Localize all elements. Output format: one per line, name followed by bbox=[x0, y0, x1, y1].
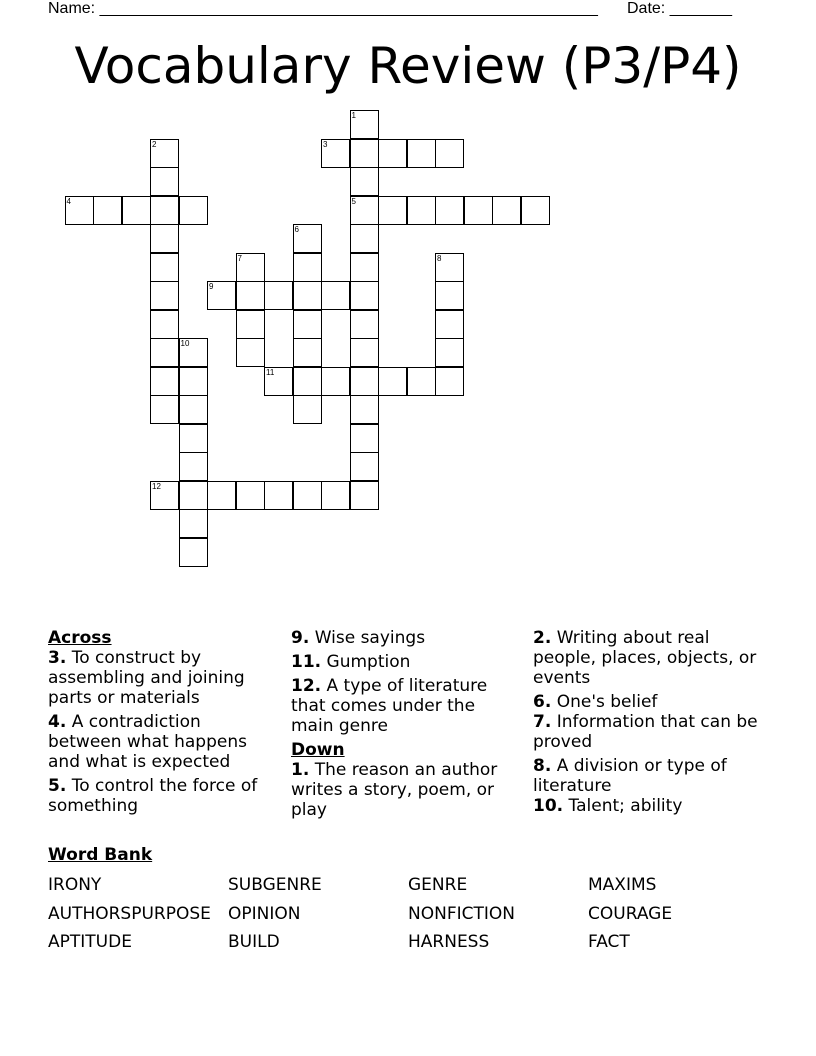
crossword-cell[interactable] bbox=[435, 281, 464, 310]
crossword-cell[interactable] bbox=[350, 424, 379, 453]
clue-number: 10 bbox=[180, 339, 190, 348]
clue-number: 4 bbox=[66, 196, 71, 206]
crossword-cell[interactable] bbox=[179, 367, 208, 396]
clues-column-2 bbox=[291, 628, 511, 824]
clue-across-9: 9. Wise sayings bbox=[291, 628, 426, 648]
crossword-cell[interactable] bbox=[179, 481, 208, 510]
crossword-cell[interactable] bbox=[150, 139, 179, 168]
crossword-cell[interactable] bbox=[378, 139, 407, 168]
clues-column-1 bbox=[48, 628, 268, 820]
word-bank-word: HARNESS bbox=[408, 932, 490, 952]
clue-down-10: 10. Talent; ability bbox=[533, 796, 683, 816]
word-bank-heading: Word Bank bbox=[48, 845, 153, 865]
crossword-cell[interactable] bbox=[350, 281, 379, 310]
clue-number: 11 bbox=[266, 367, 275, 377]
crossword-cell[interactable] bbox=[293, 338, 322, 367]
crossword-cell[interactable] bbox=[293, 281, 322, 310]
crossword-cell[interactable] bbox=[435, 196, 464, 225]
word-bank-word: GENRE bbox=[408, 875, 468, 895]
crossword-cell[interactable] bbox=[321, 281, 350, 310]
crossword-cell[interactable] bbox=[407, 367, 436, 396]
crossword-cell[interactable] bbox=[236, 481, 265, 510]
page-title: Vocabulary Review (P3/P4) bbox=[74, 37, 742, 95]
crossword-cell[interactable] bbox=[179, 452, 208, 481]
crossword-cell[interactable] bbox=[350, 167, 379, 196]
crossword-cell[interactable] bbox=[150, 196, 179, 225]
crossword-cell[interactable] bbox=[236, 338, 265, 367]
crossword-cell[interactable] bbox=[264, 367, 293, 396]
crossword-cell[interactable] bbox=[350, 338, 379, 367]
crossword-cell[interactable] bbox=[521, 196, 550, 225]
crossword-cell[interactable] bbox=[236, 281, 265, 310]
crossword-cell[interactable] bbox=[179, 424, 208, 453]
crossword-cell[interactable] bbox=[150, 281, 179, 310]
crossword-cell[interactable] bbox=[293, 224, 322, 253]
crossword-cell[interactable] bbox=[179, 338, 208, 367]
crossword-cell[interactable] bbox=[293, 367, 322, 396]
crossword-cell[interactable] bbox=[350, 310, 379, 339]
crossword-cell[interactable] bbox=[350, 253, 379, 282]
crossword-cell[interactable] bbox=[236, 310, 265, 339]
clue-down-1: 1. The reason an author writes a story, poem, or play bbox=[291, 760, 498, 820]
clue-number: 2 bbox=[152, 139, 157, 149]
crossword-cell[interactable] bbox=[150, 224, 179, 253]
crossword-cell[interactable] bbox=[321, 139, 350, 168]
crossword-cell[interactable] bbox=[350, 139, 379, 168]
clues-column-3 bbox=[533, 628, 763, 820]
crossword-cell[interactable] bbox=[93, 196, 122, 225]
clue-number: 6 bbox=[294, 225, 299, 234]
crossword-cell[interactable] bbox=[293, 395, 322, 424]
clue-number: 3 bbox=[323, 139, 328, 149]
word-bank-word: OPINION bbox=[228, 904, 301, 924]
crossword-cell[interactable] bbox=[179, 196, 208, 225]
clue-down-6: 6. One's belief bbox=[533, 692, 658, 712]
word-bank-word: MAXIMS bbox=[588, 875, 657, 895]
crossword-cell[interactable] bbox=[435, 310, 464, 339]
crossword-cell[interactable] bbox=[65, 196, 94, 225]
word-bank-word: SUBGENRE bbox=[228, 875, 322, 895]
crossword-cell[interactable] bbox=[350, 367, 379, 396]
clue-down-8: 8. A division or type of literature bbox=[533, 756, 727, 796]
crossword-cell[interactable] bbox=[150, 481, 179, 510]
crossword-cell[interactable] bbox=[293, 310, 322, 339]
crossword-cell[interactable] bbox=[207, 281, 236, 310]
crossword-cell[interactable] bbox=[264, 281, 293, 310]
crossword-cell[interactable] bbox=[179, 538, 208, 567]
crossword-cell[interactable] bbox=[350, 481, 379, 510]
word-bank-word: COURAGE bbox=[588, 904, 673, 924]
word-bank-word: NONFICTION bbox=[408, 904, 515, 924]
crossword-cell[interactable] bbox=[407, 196, 436, 225]
word-bank-word: APTITUDE bbox=[48, 932, 132, 952]
clue-number: 12 bbox=[152, 481, 161, 491]
crossword-cell[interactable] bbox=[122, 196, 151, 225]
clue-down-2: 2. Writing about real people, places, objects, or events bbox=[533, 628, 757, 688]
crossword-cell[interactable] bbox=[293, 481, 322, 510]
crossword-cell[interactable] bbox=[435, 338, 464, 367]
crossword-cell[interactable] bbox=[179, 509, 208, 538]
word-bank-word: AUTHORSPURPOSE bbox=[48, 904, 211, 924]
crossword-cell[interactable] bbox=[492, 196, 521, 225]
crossword-cell[interactable] bbox=[293, 253, 322, 282]
crossword-cell[interactable] bbox=[150, 367, 179, 396]
crossword-cell[interactable] bbox=[350, 452, 379, 481]
crossword-cell[interactable] bbox=[378, 196, 407, 225]
crossword-cell[interactable] bbox=[150, 395, 179, 424]
crossword-cell[interactable] bbox=[407, 139, 436, 168]
down-heading: Down bbox=[291, 740, 345, 760]
clue-across-5: 5. To control the force of something bbox=[48, 776, 258, 816]
crossword-cell[interactable] bbox=[150, 310, 179, 339]
crossword-cell[interactable] bbox=[350, 395, 379, 424]
clue-down-7: 7. Information that can be proved bbox=[533, 712, 758, 752]
crossword-cell[interactable] bbox=[179, 395, 208, 424]
clue-across-11: 11. Gumption bbox=[291, 652, 411, 672]
header bbox=[48, 0, 748, 20]
word-bank-word: IRONY bbox=[48, 875, 102, 895]
word-bank-word: FACT bbox=[588, 932, 630, 952]
crossword-cell[interactable] bbox=[435, 139, 464, 168]
crossword-cell[interactable] bbox=[264, 481, 293, 510]
clue-number: 8 bbox=[437, 253, 442, 263]
word-bank-word: BUILD bbox=[228, 932, 280, 952]
crossword-cell[interactable] bbox=[435, 253, 464, 282]
across-heading: Across bbox=[48, 628, 112, 648]
crossword-cell[interactable] bbox=[236, 253, 265, 282]
clue-across-4: 4. A contradiction between what happens and what is expected bbox=[48, 712, 247, 772]
name-line[interactable]: Name: ________________________________________________________ bbox=[48, 0, 598, 17]
crossword-cell[interactable] bbox=[464, 196, 493, 225]
clue-number: 9 bbox=[209, 282, 214, 291]
crossword-cell[interactable] bbox=[150, 253, 179, 282]
crossword-cell[interactable] bbox=[350, 196, 379, 225]
crossword-cell[interactable] bbox=[321, 367, 350, 396]
crossword-cell[interactable] bbox=[350, 224, 379, 253]
date-line[interactable]: Date: _______ bbox=[627, 0, 732, 17]
crossword-cell[interactable] bbox=[150, 338, 179, 367]
crossword-cell[interactable] bbox=[207, 481, 236, 510]
clue-number: 7 bbox=[237, 253, 242, 263]
crossword-cell[interactable] bbox=[321, 481, 350, 510]
clue-number: 1 bbox=[351, 111, 356, 120]
clue-across-12: 12. A type of literature that comes under the main genre bbox=[291, 676, 488, 736]
crossword-cell[interactable] bbox=[435, 367, 464, 396]
clue-number: 5 bbox=[351, 196, 356, 206]
crossword-cell[interactable] bbox=[350, 110, 379, 139]
clue-across-3: 3. To construct by assembling and joining parts or materials bbox=[48, 648, 245, 708]
crossword-cell[interactable] bbox=[150, 167, 179, 196]
crossword-cell[interactable] bbox=[378, 367, 407, 396]
